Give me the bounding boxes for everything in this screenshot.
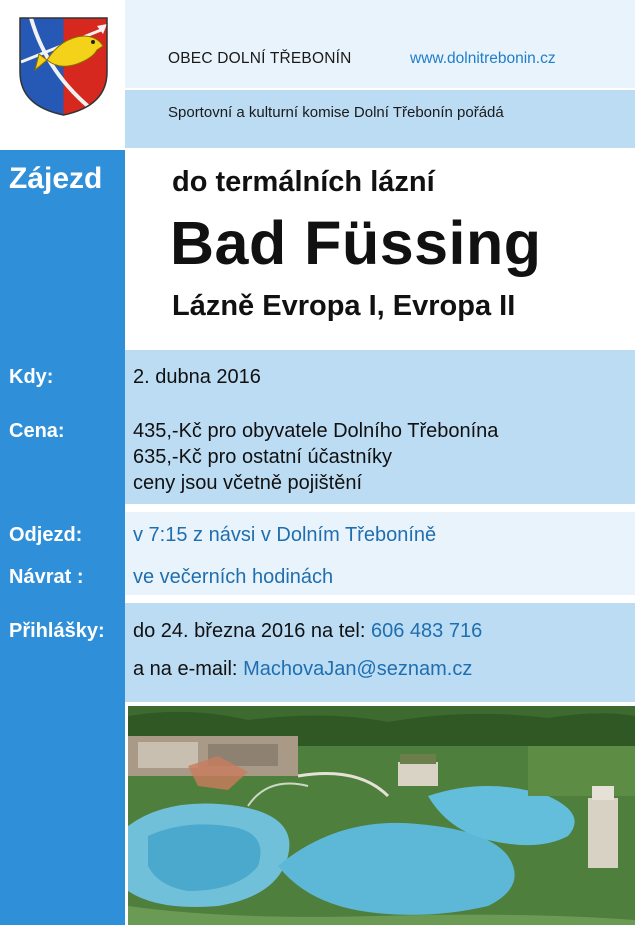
email-prefix: a na e-mail: — [133, 658, 244, 680]
website-link[interactable]: www.dolnitrebonin.cz — [410, 50, 556, 67]
title-line-3: Lázně Evropa I, Evropa II — [172, 290, 516, 322]
price-note: ceny jsou včetně pojištění — [133, 472, 363, 494]
signup-deadline: do 24. března 2016 na tel: — [133, 620, 371, 642]
date-value: 2. dubna 2016 — [133, 366, 261, 388]
trip-label: Zájezd — [9, 162, 103, 195]
header-band — [125, 0, 635, 88]
title-line-1: do termálních lázní — [172, 166, 435, 198]
price-others: 635,-Kč pro ostatní účastníky — [133, 446, 393, 468]
email-link[interactable]: MachovaJan@seznam.cz — [243, 658, 473, 680]
main-title: Bad Füssing — [170, 209, 542, 277]
return-value: ve večerních hodinách — [133, 566, 334, 588]
date-label: Kdy: — [9, 366, 54, 388]
phone-link[interactable]: 606 483 716 — [370, 620, 483, 642]
departure-label: Odjezd: — [9, 524, 83, 546]
return-label: Návrat : — [9, 566, 84, 588]
thermal-spa-photo — [128, 706, 635, 925]
signup-email-line — [133, 658, 472, 681]
price-residents: 435,-Kč pro obyvatele Dolního Třebonína — [133, 420, 499, 442]
departure-value: v 7:15 z návsi v Dolním Třeboníně — [133, 524, 437, 546]
signup-band — [125, 603, 635, 702]
coat-of-arms-icon — [17, 14, 110, 117]
signup-label: Přihlášky: — [9, 620, 105, 642]
municipality-name: OBEC DOLNÍ TŘEBONÍN — [168, 50, 352, 67]
organizer-text: Sportovní a kulturní komise Dolní Třebonín pořádá — [168, 104, 504, 121]
signup-phone-line — [133, 620, 482, 643]
price-label: Cena: — [9, 420, 65, 442]
